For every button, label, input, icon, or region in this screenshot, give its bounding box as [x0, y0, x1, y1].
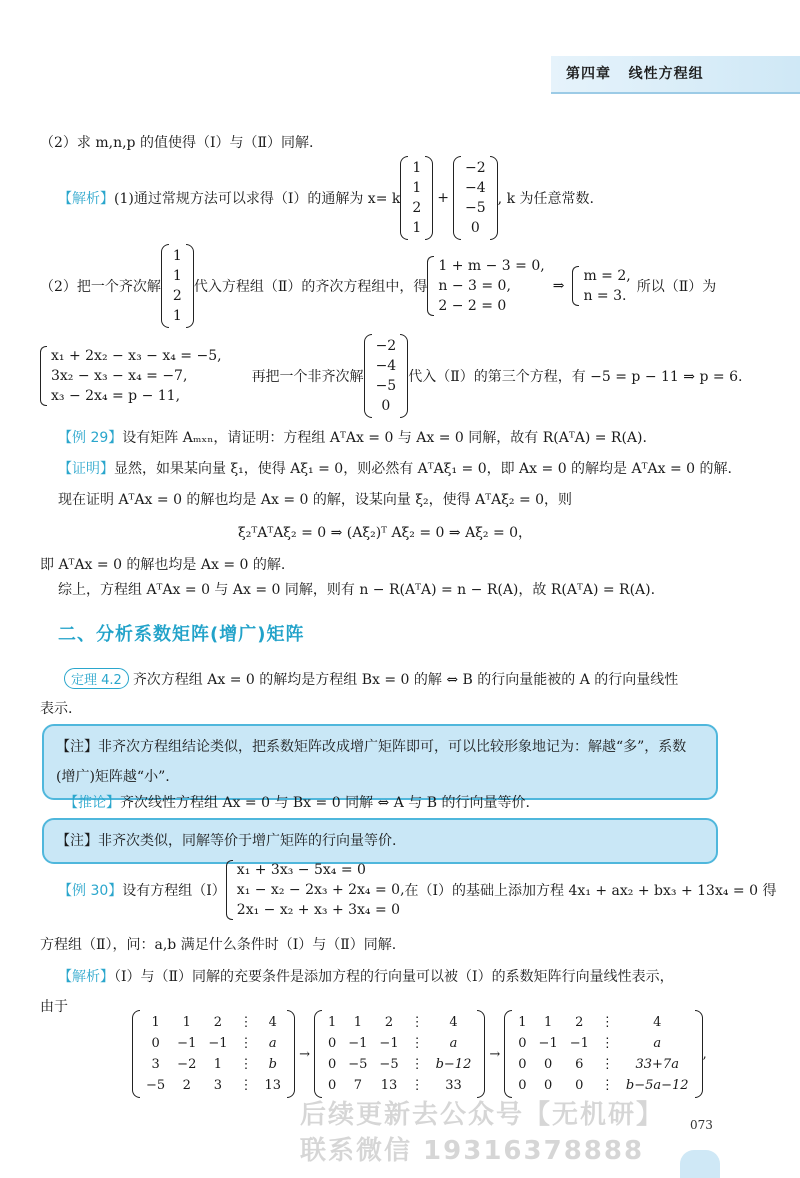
solution1-vector2: −2 −4 −5 0	[453, 156, 498, 240]
part2-question: （2）求 m,n,p 的值使得（Ⅰ）与（Ⅱ）同解.	[40, 135, 314, 151]
system-II: x₁ + 2x₂ − x₃ − x₄ = −5, 3x₂ − x₃ − x₄ = −7, x₃ − 2x₄ = p − 11,	[40, 346, 222, 406]
example29-tag: 【例 29】	[58, 430, 123, 446]
proof-tag: 【证明】	[58, 461, 114, 477]
solution4-text1: （Ⅰ）与（Ⅱ）同解的充要条件是添加方程的行向量可以被（Ⅰ）的系数矩阵行向量线性表示，	[114, 969, 674, 985]
proof-line1	[58, 458, 732, 478]
solution2-text-a: （2）把一个齐次解	[40, 279, 161, 295]
corollary-tag: 【推论】	[64, 795, 120, 811]
solution3-vector: −2 −4 −5 0	[364, 334, 409, 418]
note2-line: 【注】非齐次类似，同解等价于增广矩阵的行向量等价.	[56, 833, 397, 849]
augmented-matrix-3: 1 1 2 ⋮ 4 0 −1 −1 ⋮ a 0 0 6 ⋮ 33+7a 0 0 0 ⋮ b−5a−12	[504, 1010, 702, 1098]
reduction-arrow-1: →	[299, 1046, 310, 1062]
chapter-number: 第四章	[566, 66, 611, 82]
example29	[58, 427, 647, 447]
note1-line1: 【注】非齐次方程组结论类似，把系数矩阵改成增广矩阵即可，可以比较形象地记为：解越“多”，系数	[56, 739, 687, 755]
example30-line2: 方程组（Ⅱ），问：a,b 满足什么条件时（Ⅰ）与（Ⅱ）同解.	[40, 937, 397, 953]
plus-sign: +	[437, 190, 450, 206]
proof-line2: 现在证明 AᵀAx = 0 的解也均是 Ax = 0 的解，设某向量 ξ₂，使得 AᵀAξ₂ = 0，则	[58, 492, 573, 508]
example30-text-b: 在（Ⅰ）的基础上添加方程 4x₁ + ax₂ + bx₃ + 13x₄ = 0 得	[404, 883, 777, 899]
proof-line4: 即 AᵀAx = 0 的解也均是 Ax = 0 的解.	[40, 557, 286, 573]
chapter-title: 线性方程组	[628, 66, 704, 82]
proof-line3: ξ₂ᵀAᵀAξ₂ = 0 ⇒ (Aξ₂)ᵀ Aξ₂ = 0 ⇒ Aξ₂ = 0，	[238, 525, 533, 541]
solution-tag: 【解析】	[58, 191, 114, 207]
implies-arrow: ⇒	[552, 278, 565, 294]
solution2-line	[40, 244, 716, 328]
corollary-text: 齐次线性方程组 Ax = 0 与 Bx = 0 同解 ⇔ A 与 B 的行向量等价.	[120, 795, 530, 811]
reduction-arrow-2: →	[489, 1046, 501, 1062]
watermark-line1: 后续更新去公众号【无机研】	[300, 1100, 665, 1130]
note2-box	[42, 818, 718, 864]
solution1-vector1: 1 1 2 1	[400, 156, 433, 240]
augmented-matrix-1: 1 1 2 ⋮ 4 0 −1 −1 ⋮ a 3 −2 1 ⋮ b −5 2 3 ⋮ 13	[132, 1010, 295, 1098]
system-I: x₁ + 3x₃ − 5x₄ = 0 x₁ − x₂ − 2x₃ + 2x₄ = 0, 2x₁ − x₂ + x₃ + 3x₄ = 0	[226, 860, 405, 920]
theorem-text2: 表示.	[40, 701, 73, 717]
example30-tag: 【例 30】	[58, 883, 123, 899]
theorem-4-2	[64, 668, 678, 689]
proof-text1: 显然，如果某向量 ξ₁，使得 Aξ₁ = 0，则必然有 AᵀAξ₁ = 0，即 Ax = 0 的解均是 AᵀAx = 0 的解.	[114, 461, 732, 477]
solution4-line2: 由于	[40, 999, 68, 1015]
solution2-vector: 1 1 2 1	[161, 244, 194, 328]
solution1-text-b: , k 为任意常数.	[497, 191, 594, 207]
solution2-system: 1 + m − 3 = 0, n − 3 = 0, 2 − 2 = 0	[427, 256, 544, 316]
matrix-end-comma: ,	[702, 1046, 707, 1062]
example29-text: 设有矩阵 Aₘₓₙ，请证明：方程组 AᵀAx = 0 与 Ax = 0 同解，故有 R(AᵀA) = R(A).	[122, 430, 647, 446]
solution1-text-a: (1)通过常规方法可以求得（Ⅰ）的通解为 x= k	[114, 191, 401, 207]
solution1-line	[58, 156, 594, 240]
theorem-badge: 定理 4.2	[64, 668, 129, 689]
augmented-matrix-2: 1 1 2 ⋮ 4 0 −1 −1 ⋮ a 0 −5 −5 ⋮ b−12 0 7 13 ⋮ 33	[314, 1010, 485, 1098]
solution3-text-a: 再把一个非齐次解	[251, 369, 364, 385]
solution2-text-c: 所以（Ⅱ）为	[636, 279, 717, 295]
proof-line5: 综上，方程组 AᵀAx = 0 与 Ax = 0 同解，则有 n − R(AᵀA) = n − R(A)，故 R(AᵀA) = R(A).	[58, 582, 656, 598]
watermark-line2: 联系微信 19316378888	[300, 1136, 645, 1166]
solution2-text-b: 代入方程组（Ⅱ）的齐次方程组中，得	[193, 279, 428, 295]
example30-text-a: 设有方程组（Ⅰ）	[122, 883, 226, 899]
solution2-result: m = 2, n = 3.	[572, 266, 630, 306]
solution4-line1	[58, 966, 674, 986]
page-number: 073	[690, 1118, 713, 1132]
page-corner-decoration	[680, 1150, 720, 1178]
theorem-text1: 齐次方程组 Ax = 0 的解均是方程组 Bx = 0 的解 ⇔ B 的行向量能被的 A 的行向量线性	[132, 672, 679, 688]
corollary	[64, 792, 530, 812]
solution3-text-b: 代入（Ⅱ）的第三个方程，有 −5 = p − 11 ⇒ p = 6.	[408, 369, 743, 385]
example30	[58, 860, 776, 920]
note1-line2: (增广)矩阵越“小”.	[56, 769, 170, 785]
note1-box	[42, 724, 718, 800]
section-title: 二、分析系数矩阵(增广)矩阵	[58, 624, 305, 645]
solution3-line	[40, 334, 742, 418]
solution4-tag: 【解析】	[58, 969, 114, 985]
chapter-header	[566, 63, 704, 83]
matrix-reduction	[132, 1010, 707, 1098]
